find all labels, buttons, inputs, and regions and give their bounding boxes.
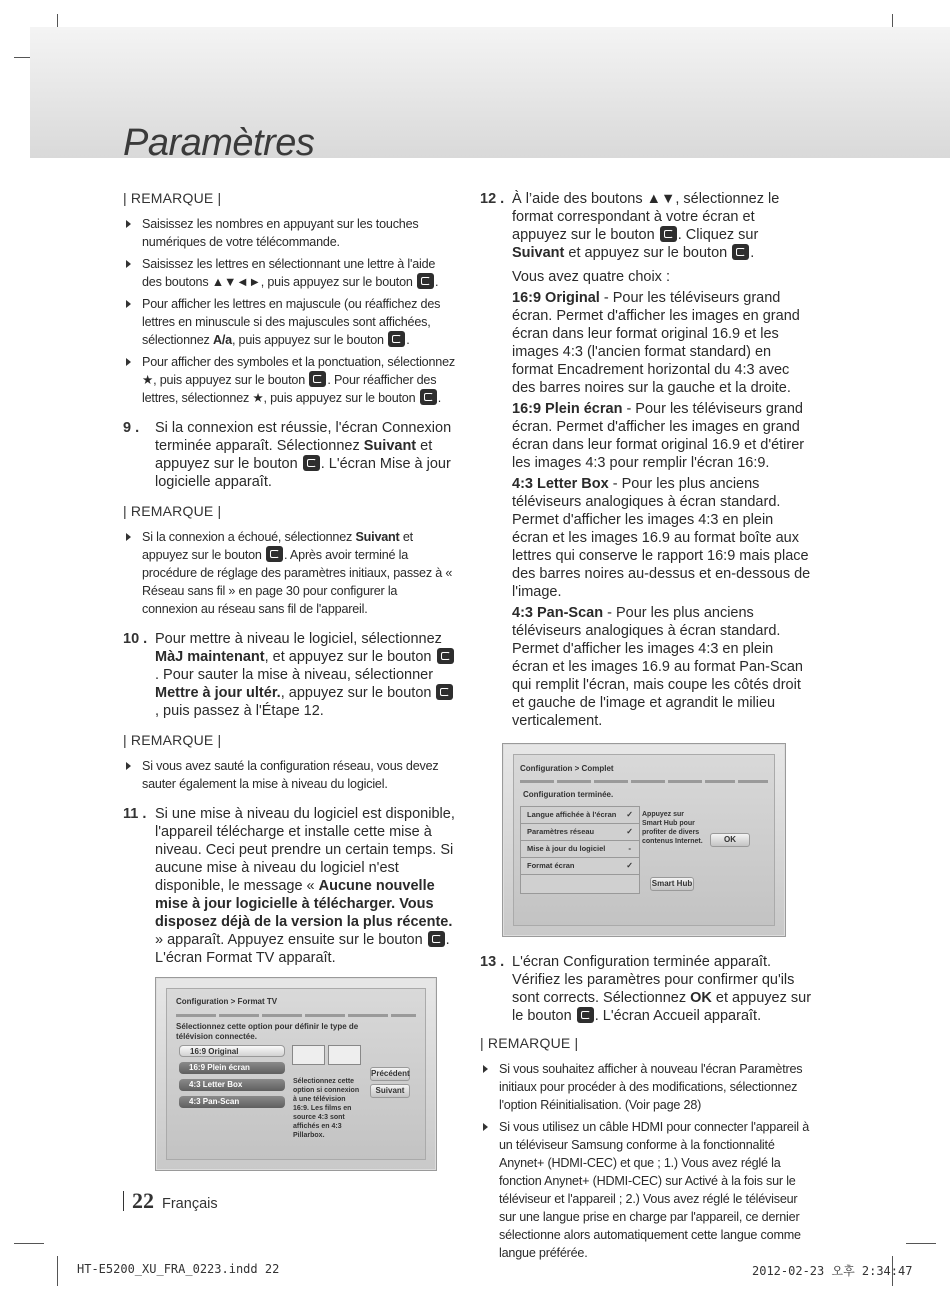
config-complete-screenshot [502,743,786,937]
note-item: Si vous avez sauté la configuration réseau, vous devez sauter également la mise à niveau du logiciel. [123,757,455,793]
right-column [480,190,812,1274]
enter-button-icon [303,455,320,471]
screen-title: Configuration terminée. [523,790,614,799]
choice-item: 16:9 Plein écran - Pour les téléviseurs grand écran. Permet d'afficher les images en grand écran dans leur format original 16.9 et d'étirer les images 4:3 pour remplir l'écran 16:9. [512,401,805,471]
crop-mark [57,1256,58,1286]
note-item: Pour afficher les lettres en majuscule (ou réaffichez des lettres en minuscule si des majuscules sont affichées, sélectionnez A/a, puis appuyez sur le bouton . [123,295,455,349]
step-13: 13 . L'écran Configuration terminée apparaît. Vérifiez les paramètres pour confirmer qu'ils sont corrects. Sélectionnez OK et appuyez sur le bouton . L'écran Accueil apparaît. [480,954,812,1024]
enter-button-icon [428,931,445,947]
note-item: Saisissez les nombres en appuyant sur les touches numériques de votre télécommande. [123,215,455,251]
remark-heading: | REMARQUE | [480,1035,579,1051]
step-12: 12 . À l’aide des boutons ▲▼, sélectionnez le format correspondant à votre écran et appuyez sur le bouton . Cliquez sur Suivant et appuyez sur le bouton . Vous avez quatre choix : 16:9 Original - Pour les téléviseurs grand écran. Permet d'afficher les images en grand écran dans leur format original 16.9 et les images 4:3 (l'ancien format standard) en format Encadrement horizontal du 4:3 avec des barres noires sur la gauche et la droite. 16:9 Plein écran - Pour les téléviseurs grand écran. Permet d'afficher les images en grand écran dans leur format original 16.9 et d'étirer les images 4:3 pour remplir l'écran 16:9. 4:3 Letter Box - Pour les plus anciens téléviseurs analogiques à écran standard. Permet d'afficher les images 4:3 en plein écran et les images 16.9 au format boîte aux lettres qui conserve le rapport 16:9 mais place des barres noires au-dessus et en-dessous de l'image. 4:3 Pan-Scan - Pour les plus anciens téléviseurs analogiques à écran standard. Permet d'afficher les images 4:3 en plein écran et les images 16.9 au format Pan-Scan qui remplit l'écran, mais coupe les côtés droit et gauche de l'image et agrandit le milieu verticalement. [480,191,811,729]
screen-description: Appuyez sur Smart Hub pour profiter de divers contenus Internet. [642,811,703,845]
note-list [123,528,455,618]
note-item: Pour afficher des symboles et la ponctuation, sélectionnez ★, puis appuyez sur le bouton . Pour réafficher des lettres, sélectionnez ★, puis appuyez sur le bouton . [123,353,455,407]
crop-mark [14,1243,44,1244]
remark-heading: | REMARQUE | [123,190,222,206]
enter-button-icon [309,371,326,387]
note-item: Si vous souhaitez afficher à nouveau l'écran Paramètres initiaux pour procéder à des modifications, sélectionnez l'option Réinitialisation. (Voir page 28) [480,1060,812,1114]
screen-prompt: Sélectionnez cette option pour définir le type de télévision connectée. [176,1022,359,1041]
screen-breadcrumb: Configuration > Format TV [176,997,278,1006]
format-tv-screenshot [155,977,437,1171]
screen-description: Sélectionnez cette option si connexion à une télévision 16:9. Les films en source 4:3 sont affichés en 4:3 Pillarbox. [293,1078,360,1139]
slug-date: 2012-02-23 오후 2:34:47 [752,1264,913,1278]
step-10: 10 . Pour mettre à niveau le logiciel, sélectionnez MàJ maintenant, et appuyez sur le bouton . Pour sauter la mise à niveau, sélectionner Mettre à jour ultér., appuyez sur le bouton , puis passez à l'Étape 12. [123,630,455,720]
slug-file: HT-E5200_XU_FRA_0223.indd 22 [77,1262,280,1276]
enter-button-icon [437,648,454,664]
previous-button[interactable]: Précédent [370,1067,410,1081]
status-row: Mise à jour du logiciel - [521,841,639,858]
aspect-option[interactable]: 16:9 Original [179,1045,285,1057]
aspect-option[interactable]: 4:3 Pan-Scan [179,1096,285,1108]
note-list [480,1060,812,1262]
step-9: 9 . Si la connexion est réussie, l'écran Connexion terminée apparaît. Sélectionnez Suivant et appuyez sur le bouton . L'écran Mise à jour logicielle apparaît. [123,420,452,490]
enter-button-icon [420,389,437,405]
note-list [123,757,455,793]
next-button[interactable]: Suivant [370,1084,410,1098]
step-11: 11 . Si une mise à niveau du logiciel est disponible, l'appareil télécharge et installe cette mise à niveau. Ceci peut prendre un certain temps. Si aucune mise à niveau du logiciel n'est disponible, le message « Aucune nouvelle mise à jour logicielle à télécharger. Vous disposez déjà de la version la plus récente. » apparaît. Appuyez ensuite sur le bouton . L'écran Format TV apparaît. [123,806,455,966]
crop-mark [906,1243,936,1244]
choice-item: 4:3 Letter Box - Pour les plus anciens téléviseurs analogiques à écran standard. Permet d'afficher les images 4:3 en plein écran et les images 16.9 au format boîte aux lettres qui conserve le rapport 16:9 mais place des barres noires au-dessus et en-dessous de l'image. [512,476,811,600]
remark-heading: | REMARQUE | [123,732,222,748]
tv-preview-icon [328,1045,361,1065]
enter-button-icon [660,226,677,242]
note-item: Saisissez les lettres en sélectionnant une lettre à l'aide des boutons ▲▼◄►, puis appuyez sur le bouton . [123,255,455,291]
note-item: Si la connexion a échoué, sélectionnez Suivant et appuyez sur le bouton . Après avoir terminé la procédure de réglage des paramètres initiaux, passez à « Réseau sans fil » en page 30 pour configurer la connexion au réseau sans fil de l'appareil. [123,528,455,618]
status-row: Langue affichée à l'écran ✓ [521,807,639,824]
enter-button-icon [577,1007,594,1023]
remark-heading: | REMARQUE | [123,503,222,519]
choice-item: 4:3 Pan-Scan - Pour les plus anciens téléviseurs analogiques à écran standard. Permet d'afficher les images 4:3 en plein écran et les images 16.9 au format Pan-Scan qui remplit l'écran, mais coupe les côtés droit et gauche de l'image et agrandit le milieu verticalement. [512,605,803,729]
aspect-option[interactable]: 4:3 Letter Box [179,1079,285,1091]
left-column [123,190,455,1187]
enter-button-icon [388,331,405,347]
smart-hub-button[interactable]: Smart Hub [650,877,694,891]
enter-button-icon [436,684,453,700]
page-number: 22 Français [123,1188,218,1214]
aspect-option[interactable]: 16:9 Plein écran [179,1062,285,1074]
choice-item: 16:9 Original - Pour les téléviseurs grand écran. Permet d'afficher les images en grand écran dans leur format original 16.9 et les images 4:3 (l'ancien format standard) en format Encadrement horizontal du 4:3 avec des barres noires sur la gauche et la droite. [512,290,800,396]
tv-preview-icon [292,1045,325,1065]
ok-button[interactable]: OK [710,833,750,847]
enter-button-icon [732,244,749,260]
note-item: Si vous utilisez un câble HDMI pour connecter l'appareil à un téléviseur Samsung conforme à la fonctionnalité Anynet+ (HDMI-CEC) et que ; 1.) Vous avez réglé la fonction Anynet+ (HDMI-CEC) sur Activé à la fois sur le téléviseur et l'appareil ; 2.) Vous avez réglé le téléviseur sur une langue prise en charge par l'appareil, ce dernier sélectionne alors automatiquement cette langue comme langue préférée. [480,1118,812,1262]
status-table [520,806,640,894]
page-title: Paramètres [123,122,315,164]
note-list [123,215,455,407]
enter-button-icon [266,546,283,562]
screen-breadcrumb: Configuration > Complet [520,764,614,773]
status-row: Format écran ✓ [521,858,639,875]
footer-language: Français [162,1196,218,1212]
enter-button-icon [417,273,434,289]
status-row: Paramètres réseau ✓ [521,824,639,841]
